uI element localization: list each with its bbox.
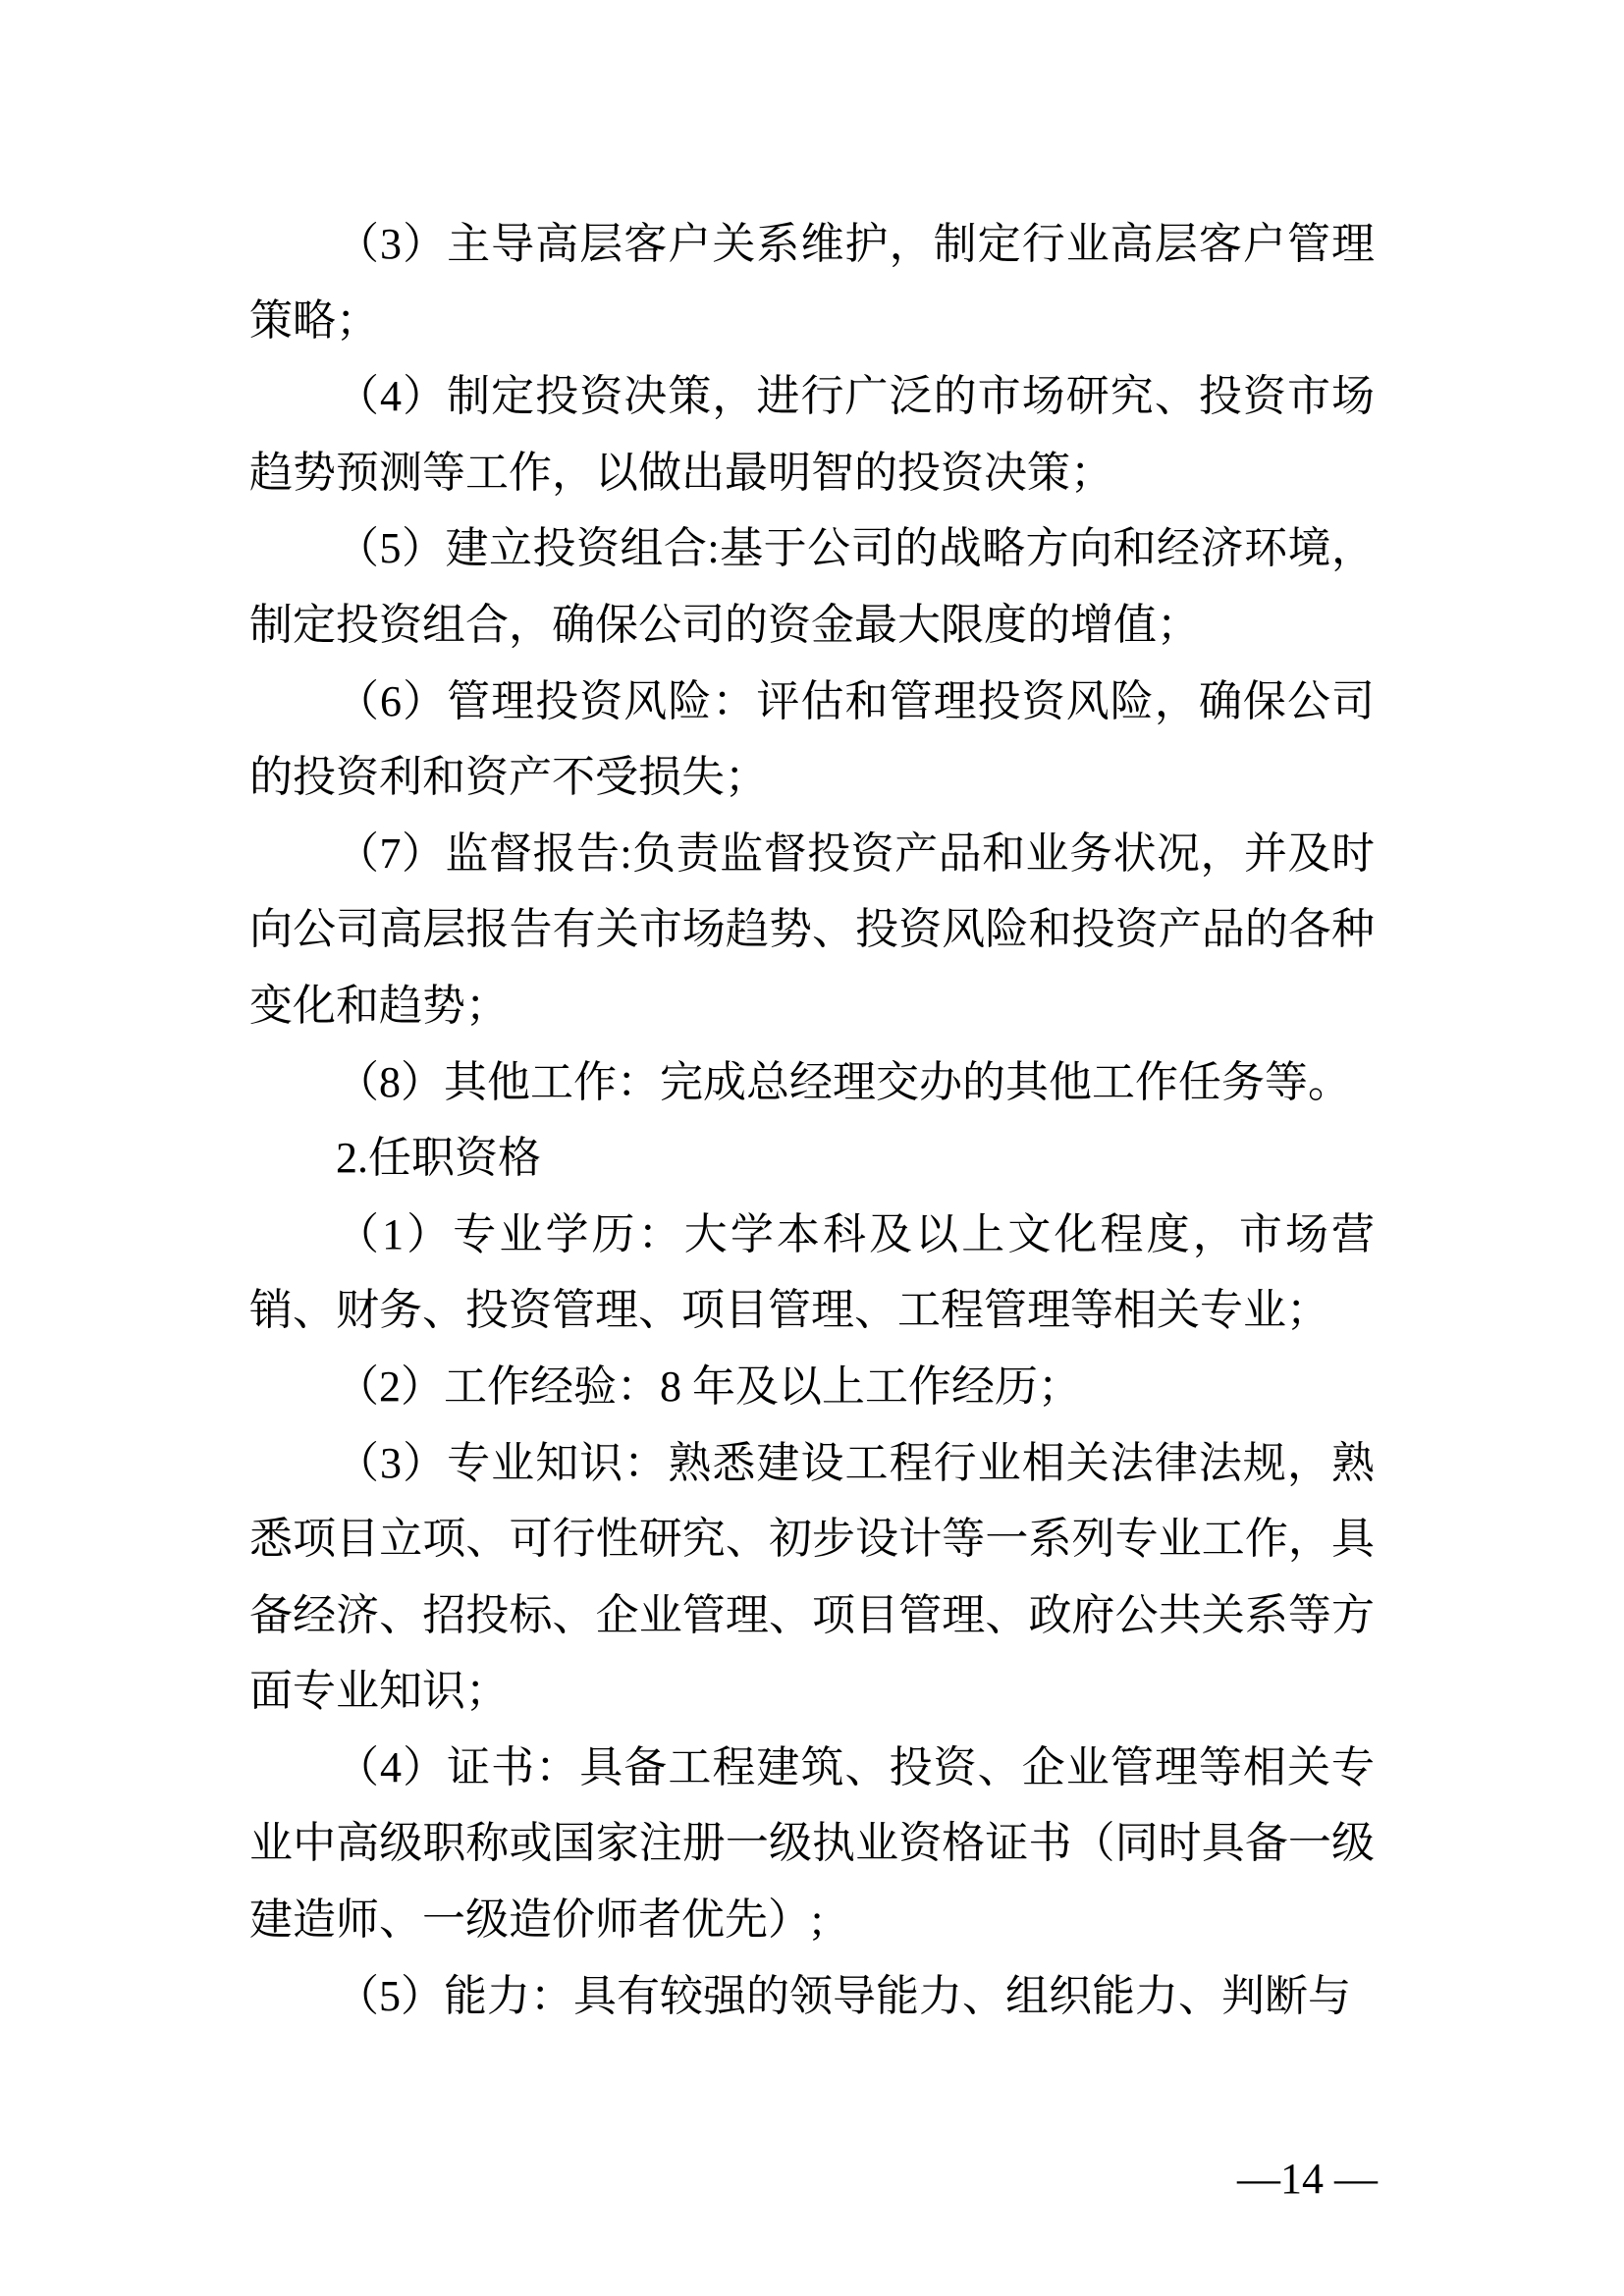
document-body [249, 206, 1375, 2034]
qualification-item-3: （3）专业知识：熟悉建设工程行业相关法律法规，熟悉项目立项、可行性研究、初步设计等一系列专业工作，具备经济、招投标、企业管理、项目管理、政府公共关系等方面专业知识； [249, 1438, 1375, 1716]
qualification-item-4: （4）证书：具备工程建筑、投资、企业管理等相关专业中高级职称或国家注册一级执业资格证书（同时具备一级建造师、一级造价师者优先）; [249, 1742, 1375, 1945]
qualification-item-5: （5）能力：具有较强的领导能力、组织能力、判断与 [336, 1971, 1351, 2020]
duty-item-8: （8）其他工作：完成总经理交办的其他工作任务等。 [336, 1057, 1351, 1106]
section-heading-qualifications: 2.任职资格 [336, 1134, 541, 1183]
duty-item-7: （7）监督报告:负责监督投资产品和业务状况，并及时向公司高层报告有关市场趋势、投资风险和投资产品的各种变化和趋势； [249, 828, 1375, 1030]
page-number: —14 — [1237, 2155, 1378, 2203]
page-footer [1237, 2152, 1378, 2207]
duty-item-3: （3）主导高层客户关系维护，制定行业高层客户管理策略； [249, 220, 1375, 345]
duty-item-4: （4）制定投资决策，进行广泛的市场研究、投资市场趋势预测等工作，以做出最明智的投资决策； [249, 372, 1375, 497]
qualification-item-1: （1）专业学历：大学本科及以上文化程度，市场营销、财务、投资管理、项目管理、工程管理等相关专业； [249, 1209, 1375, 1335]
duty-item-5: （5）建立投资组合:基于公司的战略方向和经济环境，制定投资组合，确保公司的资金最大限度的增值； [249, 524, 1375, 649]
qualification-item-2: （2）工作经验：8 年及以上工作经历； [336, 1362, 1081, 1411]
duty-item-6: （6）管理投资风险：评估和管理投资风险，确保公司的投资利和资产不受损失； [249, 676, 1375, 802]
